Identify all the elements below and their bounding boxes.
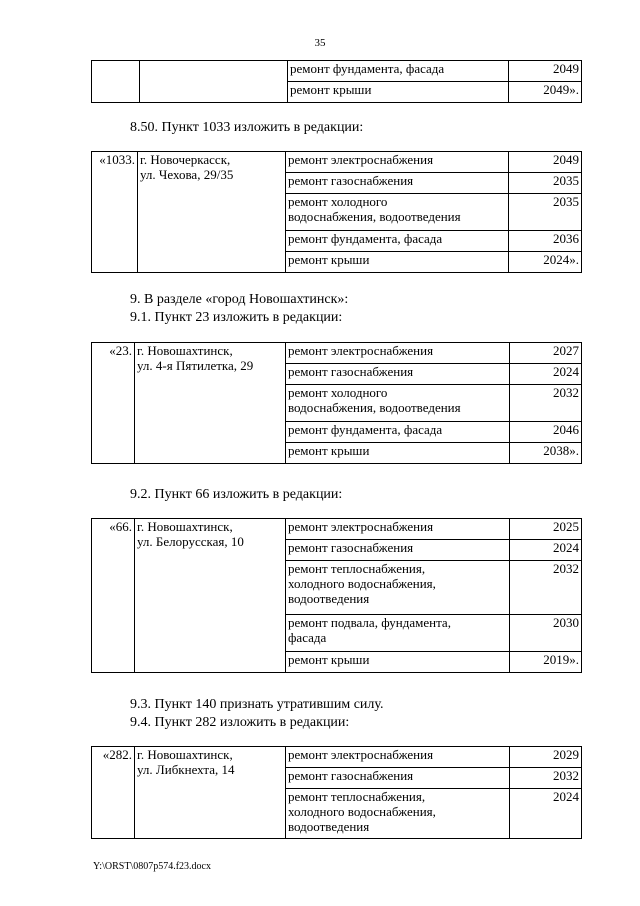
- work-cell: ремонт крыши: [286, 252, 509, 273]
- work-cell: ремонт фундамента, фасада: [288, 61, 509, 82]
- work-line: водоснабжения, водоотведения: [288, 209, 461, 224]
- year-cell: 2046: [510, 422, 582, 443]
- table-item-66: [91, 518, 582, 673]
- year-cell: 2024: [510, 789, 582, 839]
- work-cell: ремонт электроснабжения: [286, 343, 510, 364]
- work-line: холодного водоснабжения,: [288, 576, 436, 591]
- work-line: ремонт теплоснабжения,: [288, 561, 426, 576]
- address-street: ул. Белорусская, 10: [137, 534, 244, 549]
- work-cell: ремонт газоснабжения: [286, 540, 510, 561]
- work-cell: [286, 615, 510, 652]
- address-city: г. Новошахтинск,: [137, 747, 233, 762]
- table-item-1033: [91, 151, 582, 273]
- table-row: [92, 343, 582, 364]
- table-continuation: [91, 60, 582, 103]
- item-number: «23.: [92, 343, 135, 464]
- item-number: «66.: [92, 519, 135, 673]
- address-cell: [135, 343, 286, 464]
- year-cell: 2049: [509, 61, 582, 82]
- year-cell: 2038».: [510, 443, 582, 464]
- work-line: ремонт холодного: [288, 194, 388, 209]
- year-cell: 2025: [510, 519, 582, 540]
- work-cell: ремонт газоснабжения: [286, 364, 510, 385]
- work-cell: ремонт фундамента, фасада: [286, 422, 510, 443]
- year-cell: 2035: [509, 173, 582, 194]
- work-cell: ремонт газоснабжения: [286, 173, 509, 194]
- year-cell: 2035: [509, 194, 582, 231]
- work-line: ремонт подвала, фундамента,: [288, 615, 451, 630]
- year-cell: 2036: [509, 231, 582, 252]
- year-cell: 2032: [510, 385, 582, 422]
- paragraph-9: 9. В разделе «город Новошахтинск»:: [130, 292, 349, 307]
- address-cell: [135, 747, 286, 839]
- address-cell: [140, 61, 288, 103]
- year-cell: 2027: [510, 343, 582, 364]
- table-row: [92, 519, 582, 540]
- table-row: [92, 61, 582, 82]
- work-line: фасада: [288, 630, 327, 645]
- year-cell: 2049: [509, 152, 582, 173]
- year-cell: 2024: [510, 364, 582, 385]
- address-city: г. Новошахтинск,: [137, 519, 233, 534]
- work-line: водоснабжения, водоотведения: [288, 400, 461, 415]
- work-line: холодного водоснабжения,: [288, 804, 436, 819]
- paragraph-9-1: 9.1. Пункт 23 изложить в редакции:: [130, 310, 343, 325]
- table-item-23: [91, 342, 582, 464]
- table-row: [92, 152, 582, 173]
- work-cell: [286, 194, 509, 231]
- item-number: «282.: [92, 747, 135, 839]
- year-cell: 2049».: [509, 82, 582, 103]
- address-street: ул. Либкнехта, 14: [137, 762, 235, 777]
- year-cell: 2032: [510, 768, 582, 789]
- work-line: ремонт теплоснабжения,: [288, 789, 426, 804]
- num-cell: [92, 61, 140, 103]
- year-cell: 2032: [510, 561, 582, 615]
- paragraph-9-3: 9.3. Пункт 140 признать утратившим силу.: [130, 697, 384, 712]
- table-row: [92, 747, 582, 768]
- work-cell: [286, 385, 510, 422]
- paragraph-9-2: 9.2. Пункт 66 изложить в редакции:: [130, 487, 343, 502]
- item-number: «1033.: [92, 152, 138, 273]
- work-line: водоотведения: [288, 819, 370, 834]
- work-line: водоотведения: [288, 591, 370, 606]
- year-cell: 2024: [510, 540, 582, 561]
- table-item-282: [91, 746, 582, 839]
- work-line: ремонт холодного: [288, 385, 388, 400]
- work-cell: ремонт крыши: [288, 82, 509, 103]
- address-city: г. Новошахтинск,: [137, 343, 233, 358]
- address-street: ул. 4-я Пятилетка, 29: [137, 358, 254, 373]
- paragraph-8-50: 8.50. Пункт 1033 изложить в редакции:: [130, 120, 364, 135]
- year-cell: 2019».: [510, 652, 582, 673]
- year-cell: 2024».: [509, 252, 582, 273]
- year-cell: 2030: [510, 615, 582, 652]
- work-cell: ремонт фундамента, фасада: [286, 231, 509, 252]
- footer-file-path: Y:\ORST\0807p574.f23.docx: [93, 861, 211, 872]
- work-cell: ремонт электроснабжения: [286, 152, 509, 173]
- year-cell: 2029: [510, 747, 582, 768]
- paragraph-9-4: 9.4. Пункт 282 изложить в редакции:: [130, 715, 350, 730]
- address-street: ул. Чехова, 29/35: [140, 167, 234, 182]
- address-city: г. Новочеркасск,: [140, 152, 231, 167]
- work-cell: ремонт крыши: [286, 652, 510, 673]
- address-cell: [135, 519, 286, 673]
- page-number: 35: [314, 37, 326, 49]
- work-cell: ремонт электроснабжения: [286, 519, 510, 540]
- work-cell: [286, 561, 510, 615]
- work-cell: ремонт крыши: [286, 443, 510, 464]
- work-cell: [286, 789, 510, 839]
- work-cell: ремонт электроснабжения: [286, 747, 510, 768]
- work-cell: ремонт газоснабжения: [286, 768, 510, 789]
- address-cell: [138, 152, 286, 273]
